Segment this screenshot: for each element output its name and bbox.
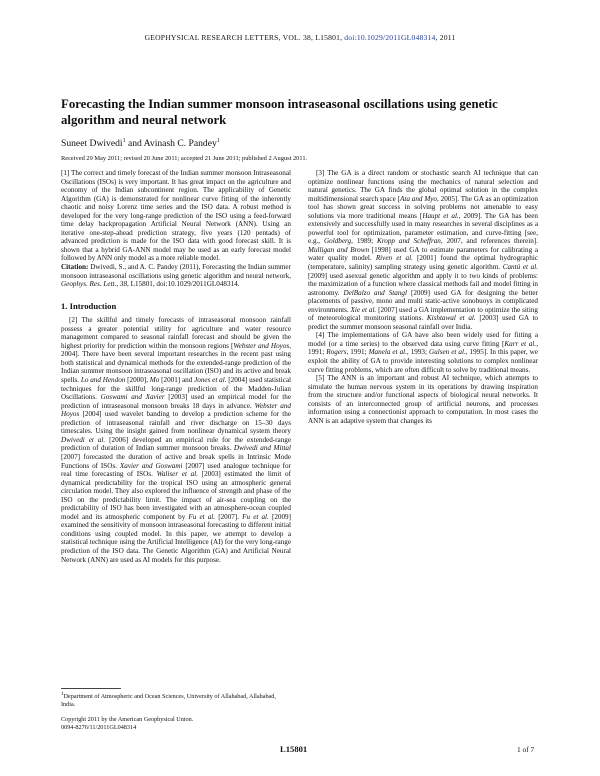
text: , 2004]. There have been several important researches in the recent past using both statistical and dynamical methods for the extended-range prediction of the Indian summer monsoon intraseasonal oscillation (ISO) and its active and break spells. [61,341,291,385]
abstract [61,169,291,263]
paragraph-marker: [3] [316,169,325,177]
citation-ref[interactable]: Karr et al. [504,339,537,348]
citation-label: Citation: [61,263,89,272]
footnote-divider [61,688,121,689]
page-number: 1 of 7 [517,745,535,754]
author-1: Suneet Dwivedi [61,138,123,150]
text: , 1995]. In this paper, we exploit the ability of GA to provide interesting solutions to complex nonlinear curve fitting problems, which are often difficult to solve by traditional means. [308,348,538,374]
citation-ref[interactable]: Xavier and Goswami [119,461,183,470]
text: [2004] used wavelet banding to develop a prediction scheme for the prediction of intraseasonal rainfall and river discharge on 15–30 days timescales. Using the insight gained from nonlinear dynamical system theory [61,410,291,436]
text: , 1991; [346,348,369,357]
citation-ref[interactable]: Mulligan and Brown [308,245,370,254]
citation-text: Dwivedi, S., and A. C. Pandey (2011), Forecasting the Indian summer monsoon intraseasonal oscillations using genetic algorithm and neural network, [61,263,291,280]
text: [1998] used GA to estimate parameters for calibrating a water quality model. [308,245,538,263]
right-column [308,169,538,425]
text: [2001] found the optimal hydrographic (temperature, salinity) sampling strategy using genetic algorithm. [308,254,538,272]
text: , 1993; [406,348,429,357]
citation-ref[interactable]: Cantú et al. [502,263,538,272]
text: The GA is a direct random or stochastic search AI technique that can optimize nonlinear functions using the mechanics of natural selection and natural genetics. The GA finds the global optimal solution in the complex multidimensional search space [ [308,169,539,203]
text: [2009] used GA for designing the better placements of passive, mono and multi static-active sonobuoys in complicated environments. [308,288,538,314]
text: , 1989; [351,237,377,246]
citation-ref[interactable]: Goldberg [324,237,352,246]
received-dates: Received 29 May 2011; revised 20 June 2011; accepted 21 June 2011; published 2 August 2011. [61,155,308,162]
citation-ref[interactable]: Webster and Hoyos [61,401,291,419]
text: [2004] used statistical techniques for the skillful long-range prediction of the Madden-Julian Oscillations. [61,376,292,402]
journal-info: GEOPHYSICAL RESEARCH LETTERS, VOL. 38, L15801, [144,33,343,42]
text: , 2007, and references therein]. [440,237,539,246]
text: , 2009]. The GA has been extensively and successfully used in many researches in several disciplines as a powerful tool for optimization, parameter estimation, and curve-fitting [see, e.g., [308,211,538,246]
text: [2003] estimated the limit of dynamical predictability for the tropical ISO using an atmospheric general circulation model. They also explored the influence of strength and phase of the ISO on the predictability limit. The impact of air-sea coupling on the predictability of ISO has been investigated with an atmosphere-ocean coupled model and its atmospheric component by [61,470,291,521]
article-id: L15801 [280,744,308,754]
paragraph-marker: [5] [316,374,325,383]
text: , 2005]. The GA as an optimization tool has shown great success in solving problems not amenable to easy solutions via more traditional means [ [308,194,538,220]
citation-ref[interactable]: Mo [149,376,160,385]
citation-ref[interactable]: Dwivedi and Mittal [233,444,291,453]
paragraph-2 [61,316,291,564]
citation-ref[interactable]: Riven et al. [375,254,413,263]
paragraph-3 [308,169,538,331]
author-list [61,138,220,149]
text: [2003] used GA to predict the summer monsoon seasonal rainfall over India. [308,314,538,331]
paragraph-4 [308,331,538,374]
text: [2007] used a GA implementation to optimize the siting of meteorological monitoring stations. [308,305,539,323]
text: [2009] examined the sensitivity of monsoon intraseasonal forecasting to different initial conditions using coupled model. In this paper, we attempt to develop a statistical technique using the Artificial Intelligence (AI) for the very long-range prediction of the ISO data. The Genetic Algorithm (GA) and Artificial Neural Network (ANN) are used as AI models for this purpose. [61,512,291,564]
citation-ref[interactable]: Ata and Myo [400,194,438,203]
paragraph-marker: [2] [69,316,78,325]
text: [2007]. [215,512,243,521]
citation-ref[interactable]: Goswami and Xavier [100,393,165,402]
text: The implementations of GA have also been widely used for fitting a model (or a time series) to the observed data using curve fitting [ [308,331,539,348]
paragraph-marker: [4] [316,331,325,340]
text: The ANN is an important and robust AI technique, which attempts to simulate the human nervous system in its operations by drawing inspiration from the structure and/or functional aspects of biological neural networks. It consists of an interconnected group of artificial neurons, and processes information using a connectionist approach to computation. In most cases the ANN is an adaptive system that changes its [308,374,539,425]
section-heading: 1. Introduction [61,300,117,311]
abstract-text: The correct and timely forecast of the Indian summer monsoon Intraseasonal Oscillations (ISOs) is very important. It has great impact on the agriculture and economy of the Indian subcontinent region. The applicability of Genetic Algorithm (GA) is demonstrated for nonlinear curve fitting of the inherently chaotic and noisy Lorenz time series and the ISO data. A robust method is developed for the very long-range prediction of the ISO using a feed-forward time delay backpropagation Artificial Neural Network (ANN). Using an iterative one-step-ahead prediction strategy, five years (120 pentads) of advanced prediction is made for the ISO data with good forecast skill. It is shown that a hybrid GA-ANN model may be used as an early forecast model followed by ANN only model as a more reliable model. [61,169,291,263]
citation-ref[interactable]: Webster and Hoyos [233,341,290,350]
text: [2007] used analogue technique for real time forecasting of ISOs. [61,461,291,479]
citation-ref[interactable]: Kropp and Scheffran [377,237,441,246]
citation-ref[interactable]: Lo and Hendon [80,376,126,385]
doi-link[interactable]: doi:10.1029/2011GL048314 [344,33,436,42]
author-2: and Avinash C. Pandey [125,138,217,150]
text: , 1991; [308,339,538,357]
footnote-mark: 1 [61,691,64,697]
affiliation-mark: 1 [122,138,126,144]
citation-ref[interactable]: Jones et al. [194,376,227,385]
citation-ref[interactable]: Waliser et al. [156,470,198,479]
citation-journal: Geophys. Res. Lett., 38, [61,280,129,289]
text: [2006] developed an empirical rule for the extended-range prediction of duration of Indian summer monsoon breaks. [61,435,291,453]
citation-ref[interactable]: Kishtawal et al. [426,314,476,323]
article-title: Forecasting the Indian summer monsoon intraseasonal oscillations using genetic algorithm and neural network [61,97,498,127]
citation-end: L15801, doi:10.1029/2011GL048314. [130,280,240,289]
affiliation-footnote [61,691,291,708]
copyright-line: Copyright 2011 by the American Geophysical Union. [61,716,194,723]
citation-ref[interactable]: Manela et al. [368,348,407,357]
text: [2009] used asexual genetic algorithm and apply it to two kinds of problems: the maximization of a function where classical methods fail and model fitting in astronomy. [308,271,538,297]
header-year: , 2011 [435,33,456,42]
citation-ref[interactable]: Fu et al. [242,512,269,521]
text: The skillful and timely forecasts of intraseasonal monsoon rainfall possess a greater potential utility for agriculture and water resource management compared to seasonal rainfall forecast and should be given the highest priority for prediction within the monsoon regions [ [61,316,292,350]
text: [2001] and [159,376,195,385]
text: [2007] forecasted the duration of active and break spells in Intrinsic Mode Functions of ISOs. [61,452,291,470]
citation-ref[interactable]: Haupt et al. [422,211,459,220]
citation-ref[interactable]: Xie et al. [350,305,377,314]
left-column [61,169,291,564]
citation-ref[interactable]: Rogers [326,348,347,357]
affiliation-mark: 1 [216,138,220,144]
citation-ref[interactable]: Fu et al. [188,512,216,521]
text: [2000], [125,376,150,385]
paragraph-5 [308,374,538,425]
citation-ref[interactable]: Gulsen et al. [429,348,466,357]
citation-ref[interactable]: Dwivedi et al. [61,435,106,444]
footnote-text: Department of Atmospheric and Ocean Sciences, University of Allahabad, Allahabad, India. [61,693,276,708]
citation [61,263,291,289]
copyright-notice [61,716,291,731]
paragraph-marker: [1] [61,169,70,177]
text: [2003] used an empirical model for the prediction of intraseasonal monsoon breaks 18 days in advance. [61,393,291,410]
citation-ref[interactable]: DelBalzo and Stangl [343,288,407,297]
running-header [0,33,600,42]
issn-line: 0094-8276/11/2011GL048314 [61,723,137,731]
